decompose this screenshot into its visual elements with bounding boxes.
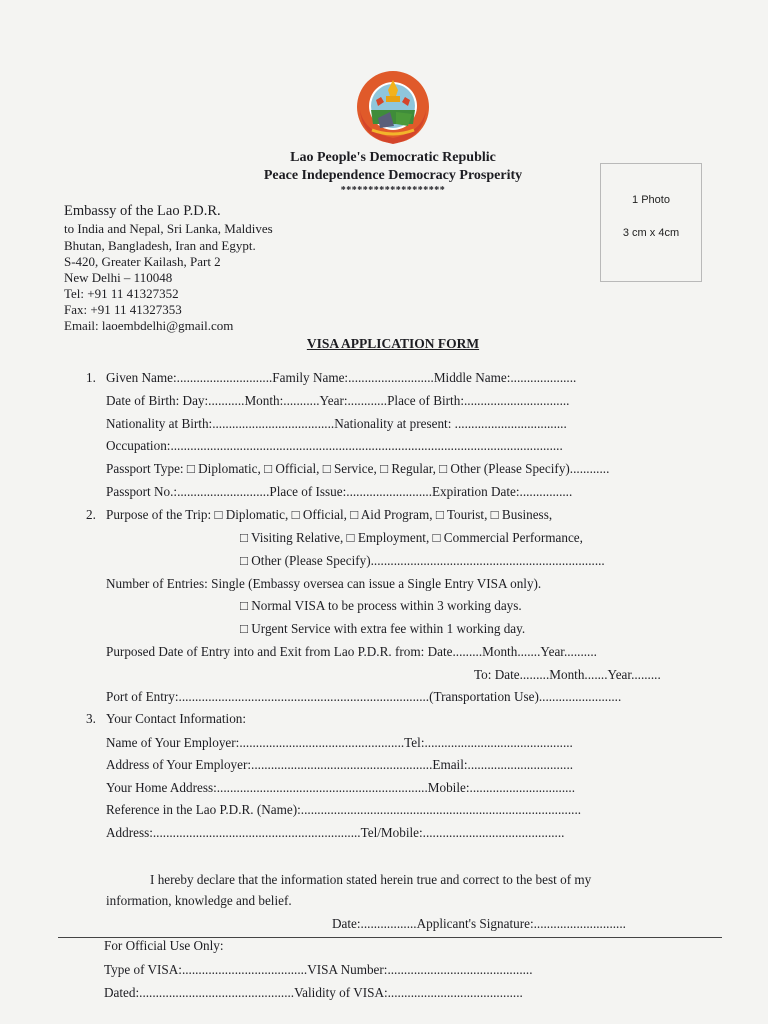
occupation-row: Occupation:....................................................................................................................... <box>106 438 563 453</box>
reference-address-row: Address:...............................................................Tel/Mobile:........................................... <box>106 825 565 840</box>
visa-dated-row: Dated:...............................................Validity of VISA:......................................... <box>104 985 523 1000</box>
embassy-address-line: S-420, Greater Kailash, Part 2 <box>64 254 221 269</box>
reference-name-row: Reference in the Lao P.D.R. (Name):..................................................................................... <box>106 802 582 817</box>
embassy-email: Email: laoembdelhi@gmail.com <box>64 318 234 333</box>
section-number: 3. <box>86 711 96 726</box>
entry-exit-date-row: Purposed Date of Entry into and Exit from Lao P.D.R. from: Date.........Month.......Year.......... <box>106 644 597 659</box>
section-number: 2. <box>86 507 96 522</box>
embassy-address-line: New Delhi – 110048 <box>64 270 173 285</box>
employer-address-row: Address of Your Employer:.......................................................Email:................................ <box>106 757 574 772</box>
section-number: 1. <box>86 370 96 385</box>
passport-number-row: Passport No.:............................Place of Issue:..........................Expiration Date:................ <box>106 484 573 499</box>
country-name: Lao People's Democratic Republic <box>290 150 496 165</box>
passport-type-row: Passport Type: □ Diplomatic, □ Official, □ Service, □ Regular, □ Other (Please Specify)............ <box>106 461 610 476</box>
signature-row: Date:.................Applicant's Signature:............................ <box>332 916 626 931</box>
photo-box-size: 3 cm x 4cm <box>622 227 680 239</box>
lao-national-emblem <box>350 66 436 146</box>
declaration-text: I hereby declare that the information stated herein true and correct to the best of my <box>150 872 592 887</box>
purpose-row-continued: □ Visiting Relative, □ Employment, □ Commercial Performance, <box>240 530 583 545</box>
photo-box <box>600 163 702 282</box>
nationality-row: Nationality at Birth:.....................................Nationality at present: .................................. <box>106 416 567 431</box>
embassy-name: Embassy of the Lao P.D.R. <box>64 203 221 219</box>
employer-name-row: Name of Your Employer:..................................................Tel:............................................. <box>106 735 573 750</box>
date-of-birth-row: Date of Birth: Day:...........Month:...........Year:............Place of Birth:................................ <box>106 393 570 408</box>
embassy-address-line: Bhutan, Bangladesh, Iran and Egypt. <box>64 238 256 253</box>
photo-box-label: 1 Photo <box>632 194 670 206</box>
normal-visa-option: □ Normal VISA to be process within 3 working days. <box>240 598 522 613</box>
declaration-text-continued: information, knowledge and belief. <box>106 893 292 908</box>
embassy-fax: Fax: +91 11 41327353 <box>64 302 182 317</box>
urgent-visa-option: □ Urgent Service with extra fee within 1 working day. <box>240 621 526 636</box>
national-motto: Peace Independence Democracy Prosperity <box>263 168 523 183</box>
purpose-other-row: □ Other (Please Specify)....................................................................... <box>240 553 605 568</box>
official-use-heading: For Official Use Only: <box>104 938 224 953</box>
exit-to-date-row: To: Date.........Month.......Year......... <box>474 667 661 682</box>
given-name-row: Given Name:.............................Family Name:..........................Middle Name:.................... <box>106 370 577 385</box>
port-of-entry-row: Port of Entry:............................................................................(Transportation Use)......................... <box>106 689 622 704</box>
embassy-tel: Tel: +91 11 41327352 <box>64 286 179 301</box>
number-of-entries-row: Number of Entries: Single (Embassy oversea can issue a Single Entry VISA only). <box>106 576 542 591</box>
home-address-row: Your Home Address:................................................................Mobile:................................ <box>106 780 576 795</box>
purpose-row: Purpose of the Trip: □ Diplomatic, □ Official, □ Aid Program, □ Tourist, □ Business, <box>106 507 553 522</box>
contact-info-heading: Your Contact Information: <box>106 711 247 726</box>
form-title: VISA APPLICATION FORM <box>306 336 480 351</box>
header-stars: ******************* <box>340 185 446 196</box>
visa-type-row: Type of VISA:......................................VISA Number:............................................ <box>104 962 533 977</box>
embassy-address-line: to India and Nepal, Sri Lanka, Maldives <box>64 221 273 236</box>
